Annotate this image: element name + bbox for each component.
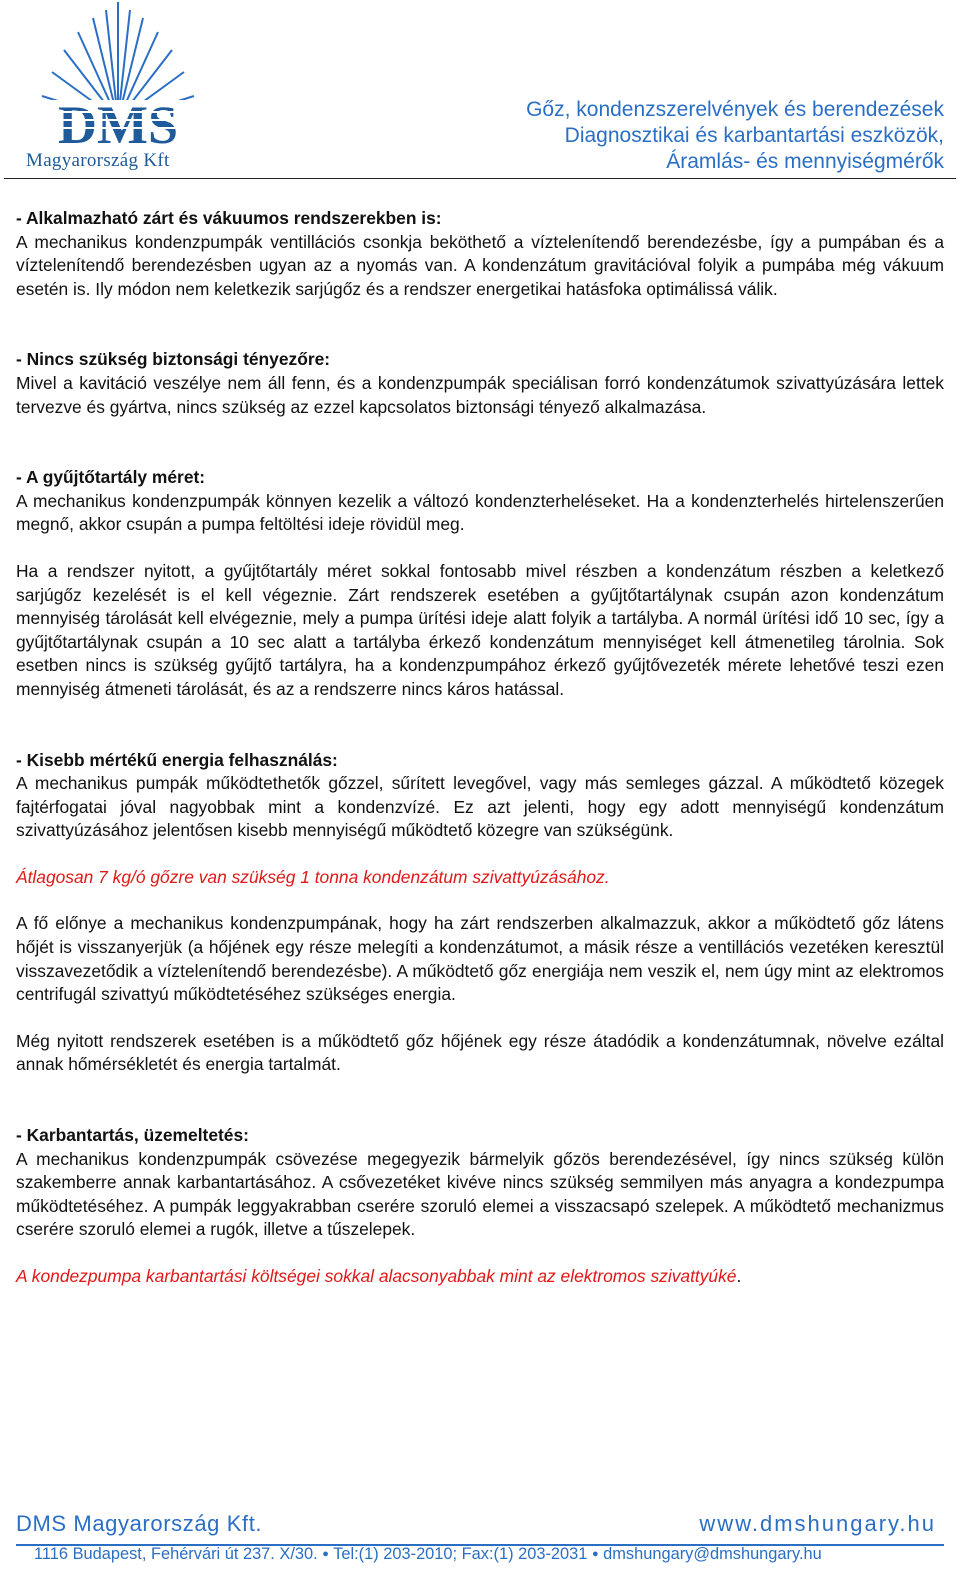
section-energy-use	[16, 749, 944, 1078]
document-body	[16, 207, 944, 1289]
section-safety-factor	[16, 348, 944, 419]
header-divider	[4, 178, 956, 179]
section-heading: - A gyűjtőtartály méret:	[16, 467, 206, 488]
paragraph: Mivel a kavitáció veszélye nem áll fenn, és a kondenzpumpák speciálisan forró kondenzátumok szivattyúzására lettek tervezve és gyártva, nincs szükség az ezzel kapcsolatos biztonsági tényező alkalmazása.	[16, 372, 944, 417]
tagline-line: Gőz, kondenzszerelvények és berendezések	[526, 98, 944, 121]
footer-address: 1116 Budapest, Fehérvári út 237. X/30.	[34, 1545, 318, 1563]
logo-subtitle: Magyarország Kft	[26, 150, 170, 171]
section-heading: - Nincs szükség biztonsági tényezőre:	[16, 349, 331, 370]
footer-company: DMS Magyarország Kft.	[16, 1511, 263, 1536]
bullet-icon: ●	[322, 1548, 329, 1560]
section-closed-systems	[16, 207, 944, 301]
highlight-note: Átlagosan 7 kg/ó gőzre van szükség 1 tonna kondenzátum szivattyúzásához.	[16, 866, 610, 887]
logo-mark: DMS	[58, 95, 178, 150]
section-heading: - Alkalmazható zárt és vákuumos rendszerekben is:	[16, 208, 442, 228]
bullet-icon: ●	[591, 1548, 599, 1560]
company-logo	[18, 0, 218, 178]
paragraph: Még nyitott rendszerek esetében is a működtető gőz hőjének egy része átadódik a kondenzátumnak, növelve ezáltal annak hőmérsékletét és energia tartalmát.	[16, 1030, 944, 1075]
highlight-note: A kondezpumpa karbantartási költségei sokkal alacsonyabbak mint az elektromos szivattyúké	[16, 1266, 737, 1286]
footer-website-link[interactable]: www.dmshungary.hu	[699, 1511, 936, 1536]
paragraph: A mechanikus kondenzpumpák ventillációs csonkja beköthető a víztelenítendő berendezésbe, így a pumpában és a víztelenítendő berendezésben ugyan az a nyomás van. A kondenzátum gravitációval folyik a pumpába még vákuum esetén is. Ily módon nem keletkezik sarjúgőz és a rendszer energetikai hatásfoka optimálissá válik.	[16, 231, 944, 299]
footer-contact	[34, 1545, 822, 1564]
footer-phone: Tel:(1) 203-2010; Fax:(1) 203-2031	[333, 1545, 588, 1563]
header-tagline	[526, 97, 944, 175]
tagline-line: Áramlás- és mennyiségmérők	[666, 150, 944, 173]
highlight-note-line	[16, 1265, 944, 1289]
paragraph: A fő előnye a mechanikus kondenzpumpának, hogy ha zárt rendszerben alkalmazzuk, akkor a működtető gőz látens hőjét is visszanyerjük (a hőjének egy része melegíti a kondenzátumot, a másik része a ventillációs vezetéken keresztül visszavezetődik a víztelenítendő berendezésbe). A működtető gőz energiája nem veszik el, nem úgy mint az elektromos centrifugál szivattyú működtetéséhez szükséges energia.	[16, 913, 944, 1005]
paragraph: A mechanikus kondenzpumpák könnyen kezelik a változó kondenzterheléseket. Ha a kondenzterhelés hirtelenszerűen megnő, akkor csupán a pumpa feltöltési ideje rövidül meg.	[16, 490, 944, 535]
paragraph: Ha a rendszer nyitott, a gyűjtőtartály méret sokkal fontosabb mivel részben a kondenzátum részben a keletkező sarjúgőz kezelését is el kell végeznie. Zárt rendszerek esetében a gyűjtőtartálynak csupán azon kondenzátum mennyiség tárolását kell elvégeznie, mely a pumpa ürítési ideje alatt folyik a tartályba. A normál ürítési idő 10 sec, így a gyűjtőtartálynak csupán a 10 sec alatt a tartályba érkező kondenzátum mennyiséget kell átmenetileg tárolnia. Sok esetben nincs is szükség gyűjtő tartályra, ha a kondenzpumpához érkező gyűjtővezeték mérete lehetővé teszi ezen mennyiség átmeneti tárolását, és az a rendszerre nincs káros hatással.	[16, 560, 944, 699]
highlight-suffix: .	[736, 1266, 742, 1286]
section-collector-size	[16, 466, 944, 701]
section-heading: - Kisebb mértékű energia felhasználás:	[16, 749, 338, 770]
section-maintenance	[16, 1124, 944, 1289]
page-header	[0, 0, 960, 180]
paragraph: A mechanikus pumpák működtethetők gőzzel, sűrített levegővel, vagy más semleges gázzal. A működtető közegek fajtérfogatai jóval nagyobbak mint a kondenzvízé. Ez azt jelenti, hogy egy adott mennyiségű kondenzátum szivattyúzásához jelentősen kisebb mennyiségű működtető közegre van szükségünk.	[16, 773, 944, 841]
logo-sunburst-icon	[18, 0, 218, 150]
footer-email-link[interactable]: dmshungary@dmshungary.hu	[603, 1545, 822, 1563]
section-heading: - Karbantartás, üzemeltetés:	[16, 1125, 249, 1146]
paragraph: A mechanikus kondenzpumpák csövezése megegyezik bármelyik gőzös berendezésével, így nincs szükség külön szakemberre annak karbantartásához. A csővezetéket kivéve nincs szükség semmilyen más anyagra a kondezpumpa működtetéséhez. A pumpák leggyakrabban cserére szoruló elemei a visszacsapó szelepek. A működtető mechanizmus cserére szoruló elemei a rugók, illetve a tűszelepek.	[16, 1148, 944, 1240]
tagline-line: Diagnosztikai és karbantartási eszközök,	[564, 124, 944, 147]
